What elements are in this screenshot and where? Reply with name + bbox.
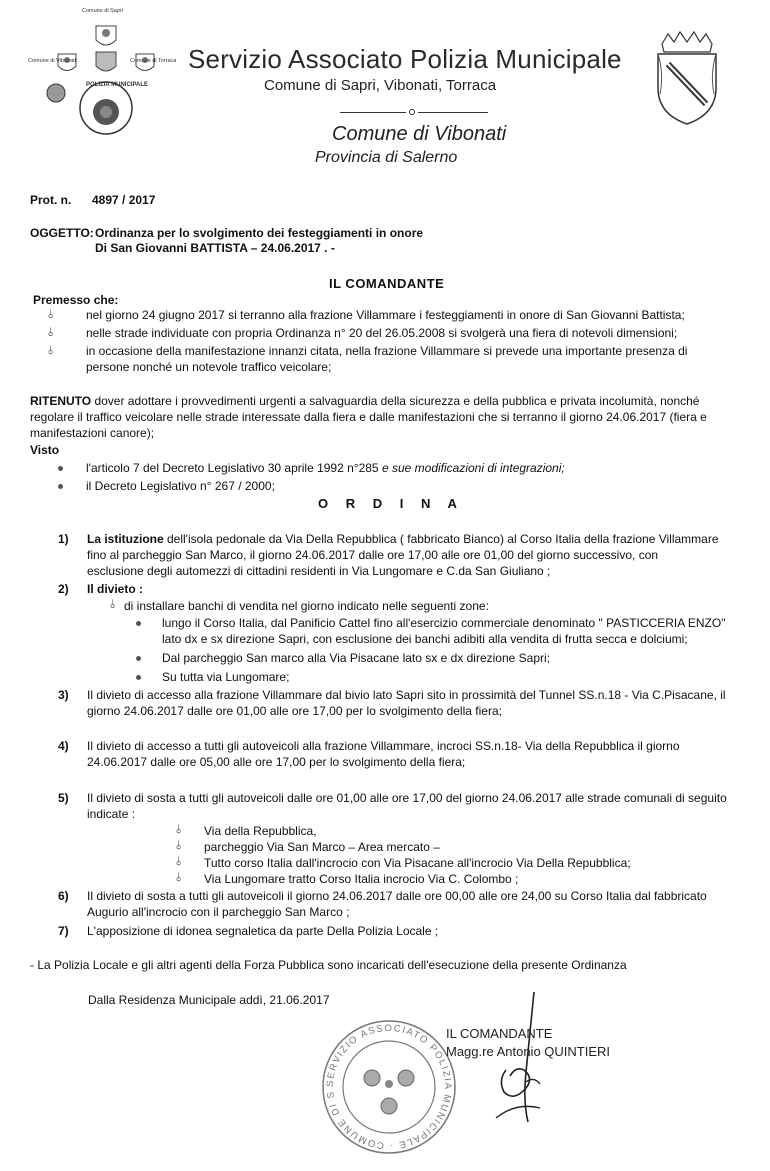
ordina-item-2-lead: Il divieto : <box>87 582 144 596</box>
ordina-heading: O R D I N A <box>318 496 464 511</box>
visto-item-1-italic: e sue modificazioni di integrazioni; <box>381 461 565 475</box>
ordina-item-7-line-1: L'apposizione di idonea segnaletica da parte Della Polizia Locale ; <box>87 924 439 938</box>
comandante-heading: IL COMANDANTE <box>329 276 445 291</box>
coat-of-arms-icon <box>648 30 726 126</box>
ordina-item-5-sub-3: Tutto corso Italia dall'incrocio con Via Pisacane all'incrocio Via Della Repubblica; <box>204 856 631 870</box>
premesso-label: Premesso che: <box>33 293 119 307</box>
arrow-bullet-icon: ⫰ <box>48 343 54 357</box>
closing-statement: - La Polizia Locale e gli altri agenti della Forza Pubblica sono incaricati dell'esecuzione della presente Ordinanza <box>30 958 627 972</box>
arrow-bullet-icon: ⫰ <box>48 307 54 321</box>
logo-caption-polizia: POLIZIA MUNICIPALE <box>86 82 148 88</box>
signatory-name: Magg.re Antonio QUINTIERI <box>446 1044 611 1059</box>
premesso-item-1: nel giorno 24 giugno 2017 si terranno alla frazione Villammare i festeggiamenti in onore di San Giovanni Battista; <box>86 308 685 322</box>
dot-bullet-icon <box>136 656 141 661</box>
ordina-item-5-sub-2: parcheggio Via San Marco – Area mercato – <box>204 840 440 854</box>
visto-label: Visto <box>30 443 60 457</box>
ordina-item-1-line-1 <box>87 532 719 547</box>
prot-number: 4897 / 2017 <box>92 193 156 207</box>
ordina-item-5-line-1: Il divieto di sosta a tutti gli autoveicoli dalle ore 01,00 alle ore 17,00 del giorno 24.06.2017 alle strade comunali di seguito <box>87 791 727 805</box>
signatory-title: IL COMANDANTE <box>446 1026 553 1041</box>
ordina-item-5-sub-1: Via della Repubblica, <box>204 824 317 838</box>
oggetto-label: OGGETTO: <box>30 226 94 240</box>
ritenuto-line-3: manifestazioni canore); <box>30 426 155 440</box>
header-rule-right <box>418 112 488 113</box>
comune-name: Comune di Vibonati <box>332 123 507 145</box>
place-date: Dalla Residenza Municipale addì, 21.06.2017 <box>88 993 330 1007</box>
ordina-item-3-line-1: Il divieto di accesso alla frazione Villammare dal bivio lato Sapri sito in prossimità del Tunnel SS.n.18 - Via C.Pisacane, il <box>87 688 726 702</box>
logo-caption-vibonati: Comune di Vibonati <box>28 58 76 64</box>
arrow-bullet-icon: ⫰ <box>176 838 182 852</box>
associazione-logo <box>28 8 183 138</box>
ordina-item-5-line-2: indicate : <box>87 807 136 821</box>
visto-item-2: il Decreto Legislativo n° 267 / 2000; <box>86 479 275 493</box>
visto-item-1 <box>86 461 565 476</box>
header-rule-left <box>340 112 406 113</box>
handwritten-signature <box>466 990 556 1130</box>
ritenuto-label: RITENUTO <box>30 394 92 408</box>
ritenuto-paragraph <box>30 394 699 409</box>
premesso-item-3-line-2: persone nonché un notevole traffico veicolare; <box>86 360 332 374</box>
ordina-item-2-sub-lead: di installare banchi di vendita nel giorno indicato nelle seguenti zone: <box>124 599 489 613</box>
stamp-text: SERVIZIO ASSOCIATO POLIZIA MUNICIPALE · COMUNE DI S <box>324 1022 454 1152</box>
header-subtitle: Comune di Sapri, Vibonati, Torraca <box>264 77 497 94</box>
logo-graphic <box>28 8 183 138</box>
ordina-item-2-sub-2: Dal parcheggio San marco alla Via Pisacane lato sx e dx direzione Sapri; <box>162 651 550 665</box>
ritenuto-line-1: dover adottare i provvedimenti urgenti a salvaguardia della sicurezza e della pubblica e privata incolumità, nonché <box>91 394 700 408</box>
ordina-item-2-sub-1-line-2: lato dx e sx direzione Sapri, con esclusione dei banchi adibiti alla vendita di frutta secca e dolciumi; <box>162 632 688 646</box>
ordina-item-6-line-2: Augurio all'incrocio con il parcheggio San Marco ; <box>87 905 350 919</box>
ordina-item-6-line-1: Il divieto di sosta a tutti gli autoveicoli il giorno 24.06.2017 dalle ore 00,00 alle ore 24,00 su Corso Italia dal fabbricato <box>87 889 707 903</box>
item-number-7: 7) <box>58 924 69 938</box>
ordina-item-5-sub-4: Via Lungomare tratto Corso Italia incrocio Via C. Colombo ; <box>204 872 519 886</box>
ordina-item-4-line-2: 24.06.2017 dalle ore 05,00 alle ore 17,00 per lo svolgimento della fiera; <box>87 755 466 769</box>
oggetto-line-2: Di San Giovanni BATTISTA – 24.06.2017 . - <box>95 241 335 255</box>
dot-bullet-icon <box>58 466 63 471</box>
item-number-5: 5) <box>58 791 69 805</box>
official-stamp <box>320 1018 458 1156</box>
dot-bullet-icon <box>58 484 63 489</box>
visto-item-1-plain: l'articolo 7 del Decreto Legislativo 30 aprile 1992 n°285 <box>86 461 382 475</box>
premesso-item-2: nelle strade individuate con propria Ordinanza n° 20 del 26.05.2008 si svolgerà una fiera di notevoli dimensioni; <box>86 326 678 340</box>
ordina-item-1-line-3: esclusione degli automezzi di cittadini residenti in Via Lungomare e C.da San Giuliano ; <box>87 564 551 578</box>
arrow-bullet-icon: ⫰ <box>176 822 182 836</box>
logo-caption-sapri: Comune di Sapri <box>82 8 123 14</box>
dot-bullet-icon <box>136 621 141 626</box>
arrow-bullet-icon: ⫰ <box>110 597 116 611</box>
dot-bullet-icon <box>136 675 141 680</box>
ordina-item-4-line-1: Il divieto di accesso a tutti gli autoveicoli alla frazione Villammare, incroci SS.n.18- Via della Repubblica il giorno <box>87 739 680 753</box>
provincia-name: Provincia di Salerno <box>315 149 458 166</box>
prot-label: Prot. n. <box>30 193 72 207</box>
item-number-4: 4) <box>58 739 69 753</box>
item-number-2: 2) <box>58 582 69 596</box>
ritenuto-line-2: regolare il traffico veicolare nelle strade interessate dalla fiera e dalle manifestazioni che si terranno il giorno 24.06.2017 (fiera e <box>30 410 707 424</box>
logo-caption-torraca: Comune di Torraca <box>130 58 177 64</box>
ordina-item-1-text: dell'isola pedonale da Via Della Repubblica ( fabbricato Bianco) al Corso Italia della frazione Villammare <box>163 532 719 546</box>
oggetto-line-1: Ordinanza per lo svolgimento dei festeggiamenti in onore <box>95 226 424 240</box>
header-title: Servizio Associato Polizia Municipale <box>188 44 622 74</box>
header-ornament-icon <box>409 109 415 115</box>
ordina-item-2-sub-3: Su tutta via Lungomare; <box>162 670 290 684</box>
ordina-item-1-lead: La istituzione <box>87 532 164 546</box>
arrow-bullet-icon: ⫰ <box>48 325 54 339</box>
ordina-item-2-sub-1-line-1: lungo il Corso Italia, dal Panificio Cattel fino all'esercizio commerciale denominato " PASTICCERIA ENZO" <box>162 616 726 630</box>
premesso-item-3-line-1: in occasione della manifestazione innanzi citata, nella frazione Villammare si prevede una importante presenza di <box>86 344 688 358</box>
ordina-item-3-line-2: giorno 24.06.2017 dalle ore 01,00 alle ore 17,00 per lo svolgimento della fiera; <box>87 704 502 718</box>
arrow-bullet-icon: ⫰ <box>176 870 182 884</box>
item-number-3: 3) <box>58 688 69 702</box>
arrow-bullet-icon: ⫰ <box>176 854 182 868</box>
item-number-1: 1) <box>58 532 69 546</box>
ordina-item-1-line-2: fino al parcheggio San Marco, il giorno 24.06.2017 dalle ore 17,00 alle ore 01,00 del giorno successivo, con <box>87 548 659 562</box>
item-number-6: 6) <box>58 889 69 903</box>
